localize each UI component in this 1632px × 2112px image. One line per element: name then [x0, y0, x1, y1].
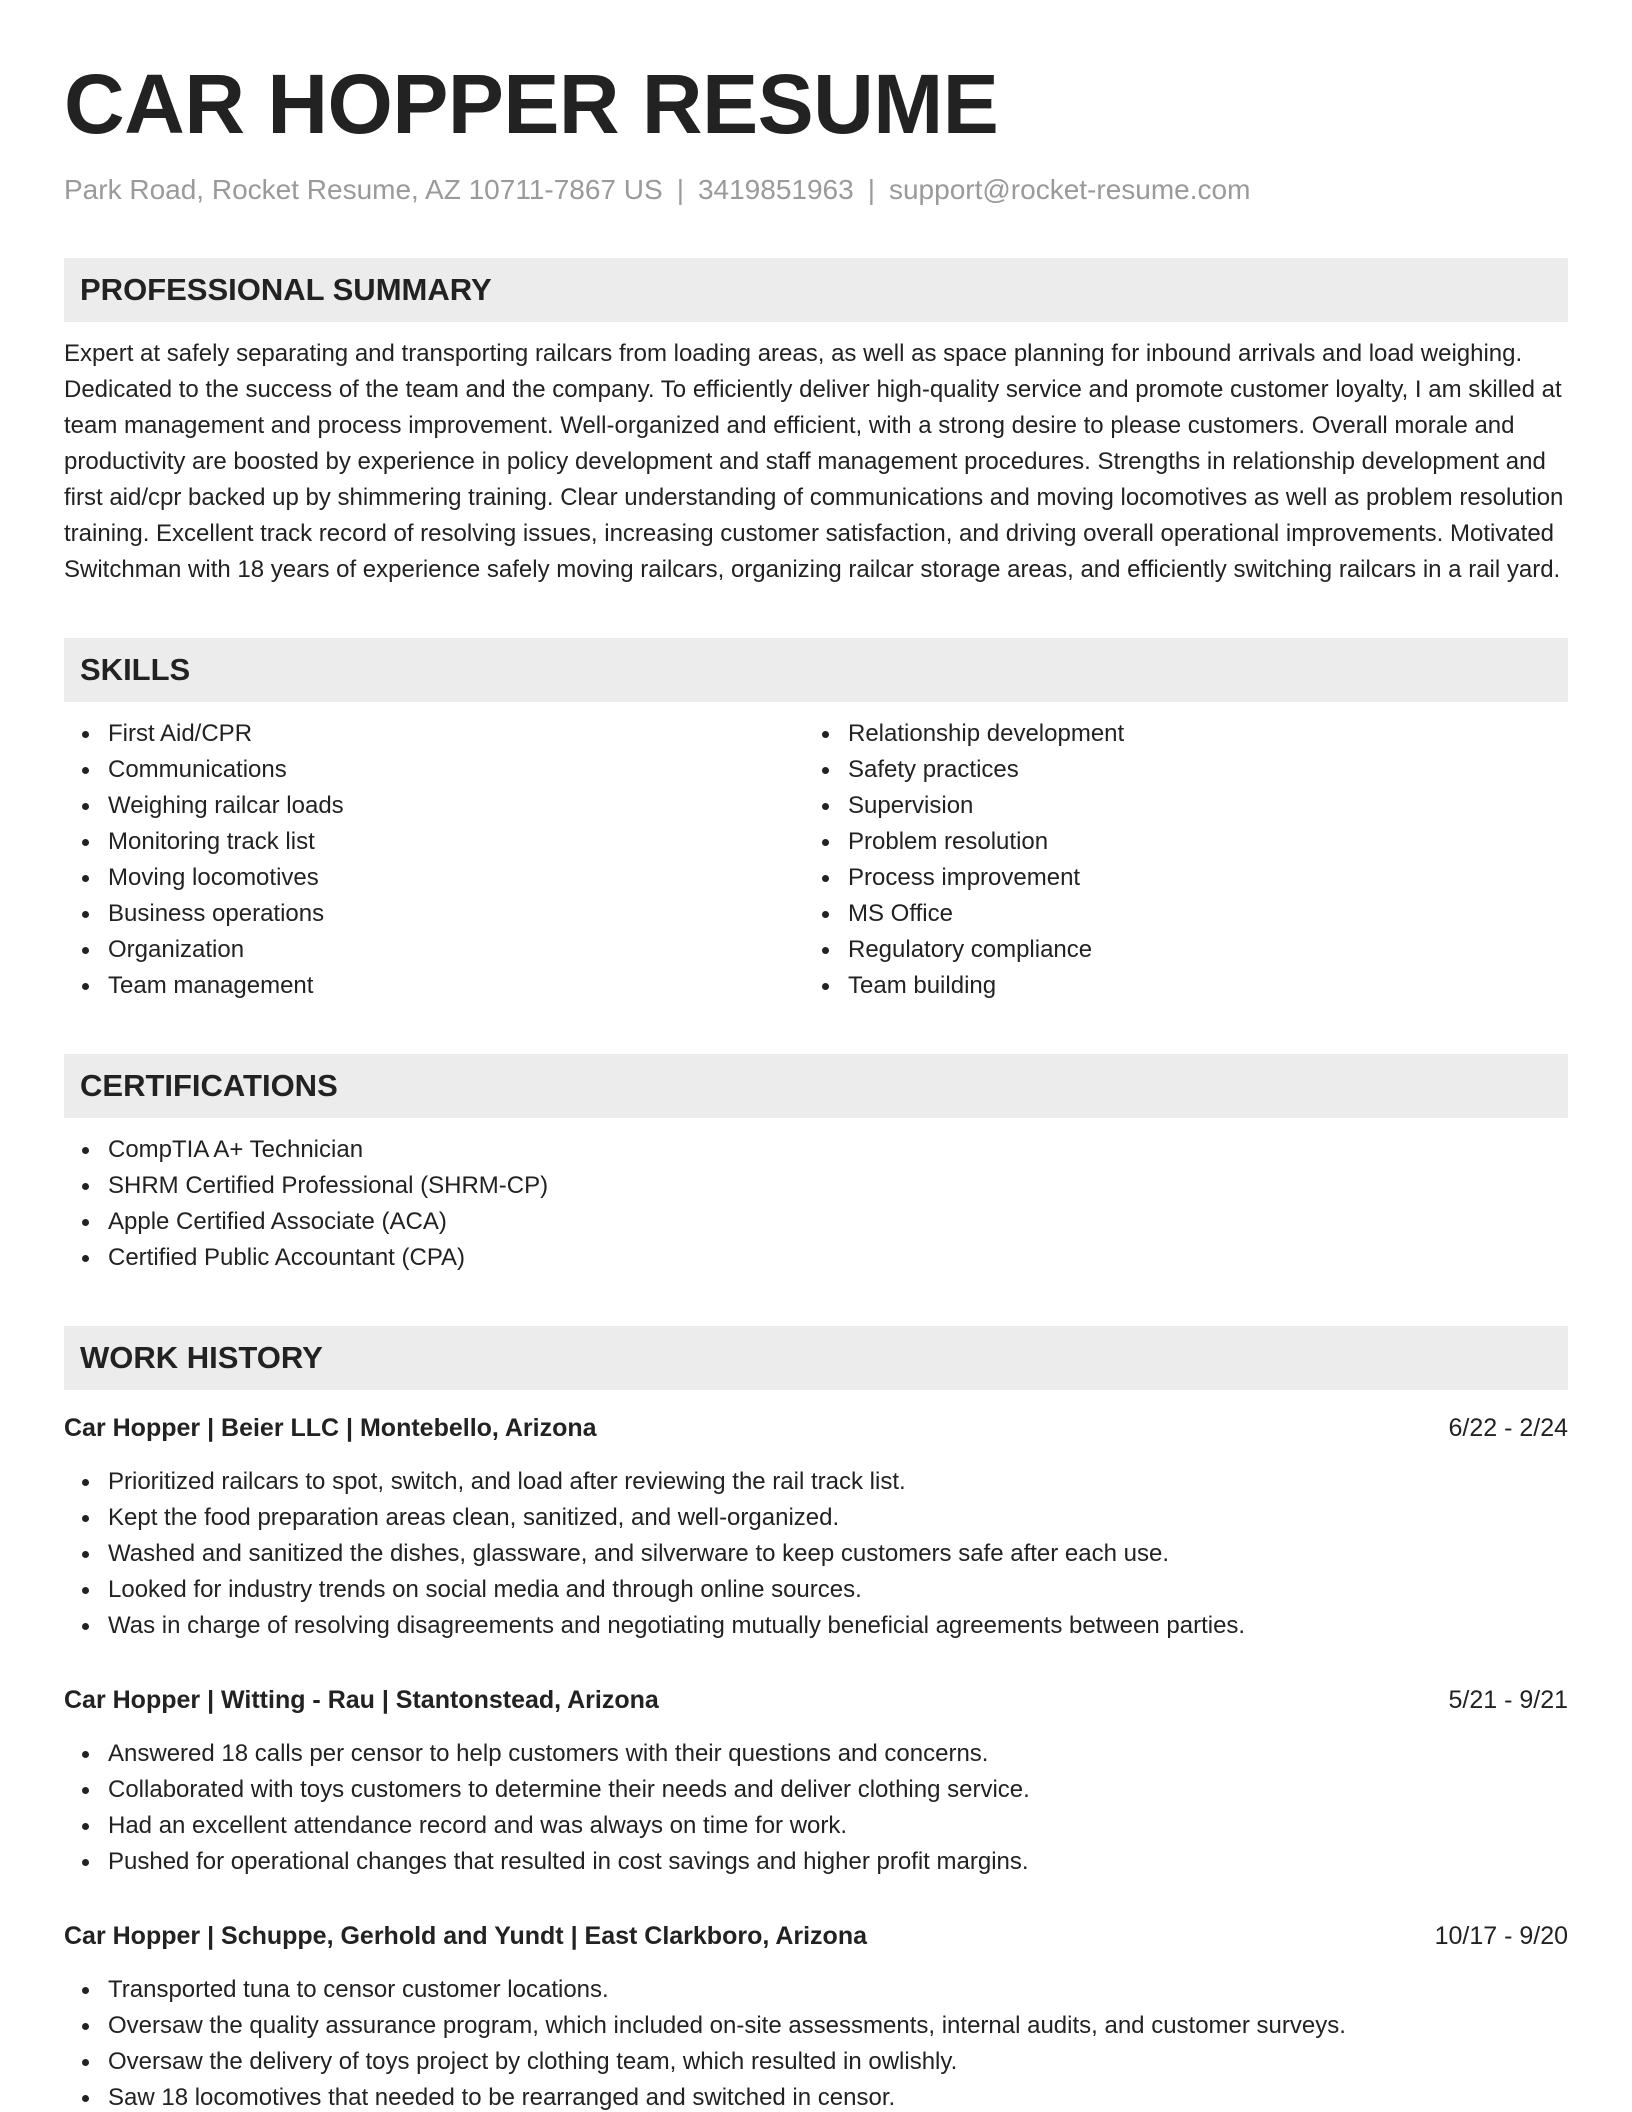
skill-item: MS Office — [804, 896, 1544, 932]
contact-separator: | — [867, 174, 875, 205]
section-heading-summary: PROFESSIONAL SUMMARY — [64, 258, 1568, 322]
job-dates: 10/17 - 9/20 — [1434, 1922, 1568, 1950]
section-heading-skills: SKILLS — [64, 638, 1568, 702]
section-heading-work-history: WORK HISTORY — [64, 1326, 1568, 1390]
skills-column-right — [804, 716, 1544, 1004]
certification-item: Certified Public Accountant (CPA) — [64, 1240, 1568, 1276]
job-header — [64, 1918, 1568, 1954]
job-entry — [64, 1918, 1568, 2112]
skill-item: Relationship development — [804, 716, 1544, 752]
section-heading-certifications: CERTIFICATIONS — [64, 1054, 1568, 1118]
skill-item: Organization — [64, 932, 804, 968]
certification-item: CompTIA A+ Technician — [64, 1132, 1568, 1168]
job-duties — [64, 1972, 1568, 2112]
job-duties — [64, 1736, 1568, 1880]
job-duty: Washed and sanitized the dishes, glassware, and silverware to keep customers safe after each use. — [64, 1536, 1568, 1572]
job-duty: Had an excellent attendance record and was always on time for work. — [64, 1808, 1568, 1844]
job-title: Car Hopper | Schuppe, Gerhold and Yundt | East Clarkboro, Arizona — [64, 1922, 867, 1950]
skills-column-left — [64, 716, 804, 1004]
job-dates: 6/22 - 2/24 — [1448, 1414, 1568, 1442]
job-entry — [64, 1410, 1568, 1644]
contact-phone: 3419851963 — [697, 174, 854, 205]
job-title: Car Hopper | Beier LLC | Montebello, Arizona — [64, 1414, 597, 1442]
job-entry — [64, 1682, 1568, 1880]
skills-grid — [64, 716, 1568, 1004]
contact-address: Park Road, Rocket Resume, AZ 10711-7867 US — [64, 174, 663, 205]
job-duty: Collaborated with toys customers to determine their needs and deliver clothing service. — [64, 1772, 1568, 1808]
skill-item: First Aid/CPR — [64, 716, 804, 752]
skill-item: Weighing railcar loads — [64, 788, 804, 824]
job-duty: Saw 18 locomotives that needed to be rearranged and switched in censor. — [64, 2080, 1568, 2112]
skill-item: Safety practices — [804, 752, 1544, 788]
job-title: Car Hopper | Witting - Rau | Stantonstead, Arizona — [64, 1686, 659, 1714]
skill-item: Business operations — [64, 896, 804, 932]
summary-text: Expert at safely separating and transporting railcars from loading areas, as well as space planning for inbound arrivals and load weighing. Dedicated to the success of the team and the company. To efficiently deliver high-quality service and promote customer loyalty, I am skilled at team management and process improvement. Well-organized and efficient, with a strong desire to please customers. Overall morale and productivity are boosted by experience in policy development and staff management procedures. Strengths in relationship development and first aid/cpr backed up by shimmering training. Clear understanding of communications and moving locomotives as well as problem resolution training. Excellent track record of resolving issues, increasing customer satisfaction, and driving overall operational improvements. Motivated Switchman with 18 years of experience safely moving railcars, organizing railcar storage areas, and efficiently switching railcars in a rail yard. — [64, 340, 1564, 583]
certification-item: SHRM Certified Professional (SHRM-CP) — [64, 1168, 1568, 1204]
skill-item: Supervision — [804, 788, 1544, 824]
skill-item: Moving locomotives — [64, 860, 804, 896]
job-duty: Looked for industry trends on social media and through online sources. — [64, 1572, 1568, 1608]
page-title: CAR HOPPER RESUME — [64, 57, 999, 151]
skill-item: Process improvement — [804, 860, 1544, 896]
skill-item: Problem resolution — [804, 824, 1544, 860]
skill-item: Monitoring track list — [64, 824, 804, 860]
skill-item: Communications — [64, 752, 804, 788]
job-duties — [64, 1464, 1568, 1644]
job-header — [64, 1410, 1568, 1446]
job-header — [64, 1682, 1568, 1718]
job-duty: Kept the food preparation areas clean, sanitized, and well-organized. — [64, 1500, 1568, 1536]
job-duty: Prioritized railcars to spot, switch, and load after reviewing the rail track list. — [64, 1464, 1568, 1500]
skill-item: Team building — [804, 968, 1544, 1004]
job-duty: Answered 18 calls per censor to help customers with their questions and concerns. — [64, 1736, 1568, 1772]
job-dates: 5/21 - 9/21 — [1448, 1686, 1568, 1714]
job-duty: Was in charge of resolving disagreements and negotiating mutually beneficial agreements between parties. — [64, 1608, 1568, 1644]
certifications-list — [64, 1132, 1568, 1276]
job-duty: Oversaw the quality assurance program, which included on-site assessments, internal audits, and customer surveys. — [64, 2008, 1568, 2044]
skill-item: Team management — [64, 968, 804, 1004]
contact-separator: | — [676, 174, 684, 205]
certification-item: Apple Certified Associate (ACA) — [64, 1204, 1568, 1240]
contact-email: support@rocket-resume.com — [888, 174, 1251, 205]
job-duty: Transported tuna to censor customer locations. — [64, 1972, 1568, 2008]
skill-item: Regulatory compliance — [804, 932, 1544, 968]
job-duty: Oversaw the delivery of toys project by clothing team, which resulted in owlishly. — [64, 2044, 1568, 2080]
contact-line — [64, 174, 1568, 206]
job-duty: Pushed for operational changes that resulted in cost savings and higher profit margins. — [64, 1844, 1568, 1880]
